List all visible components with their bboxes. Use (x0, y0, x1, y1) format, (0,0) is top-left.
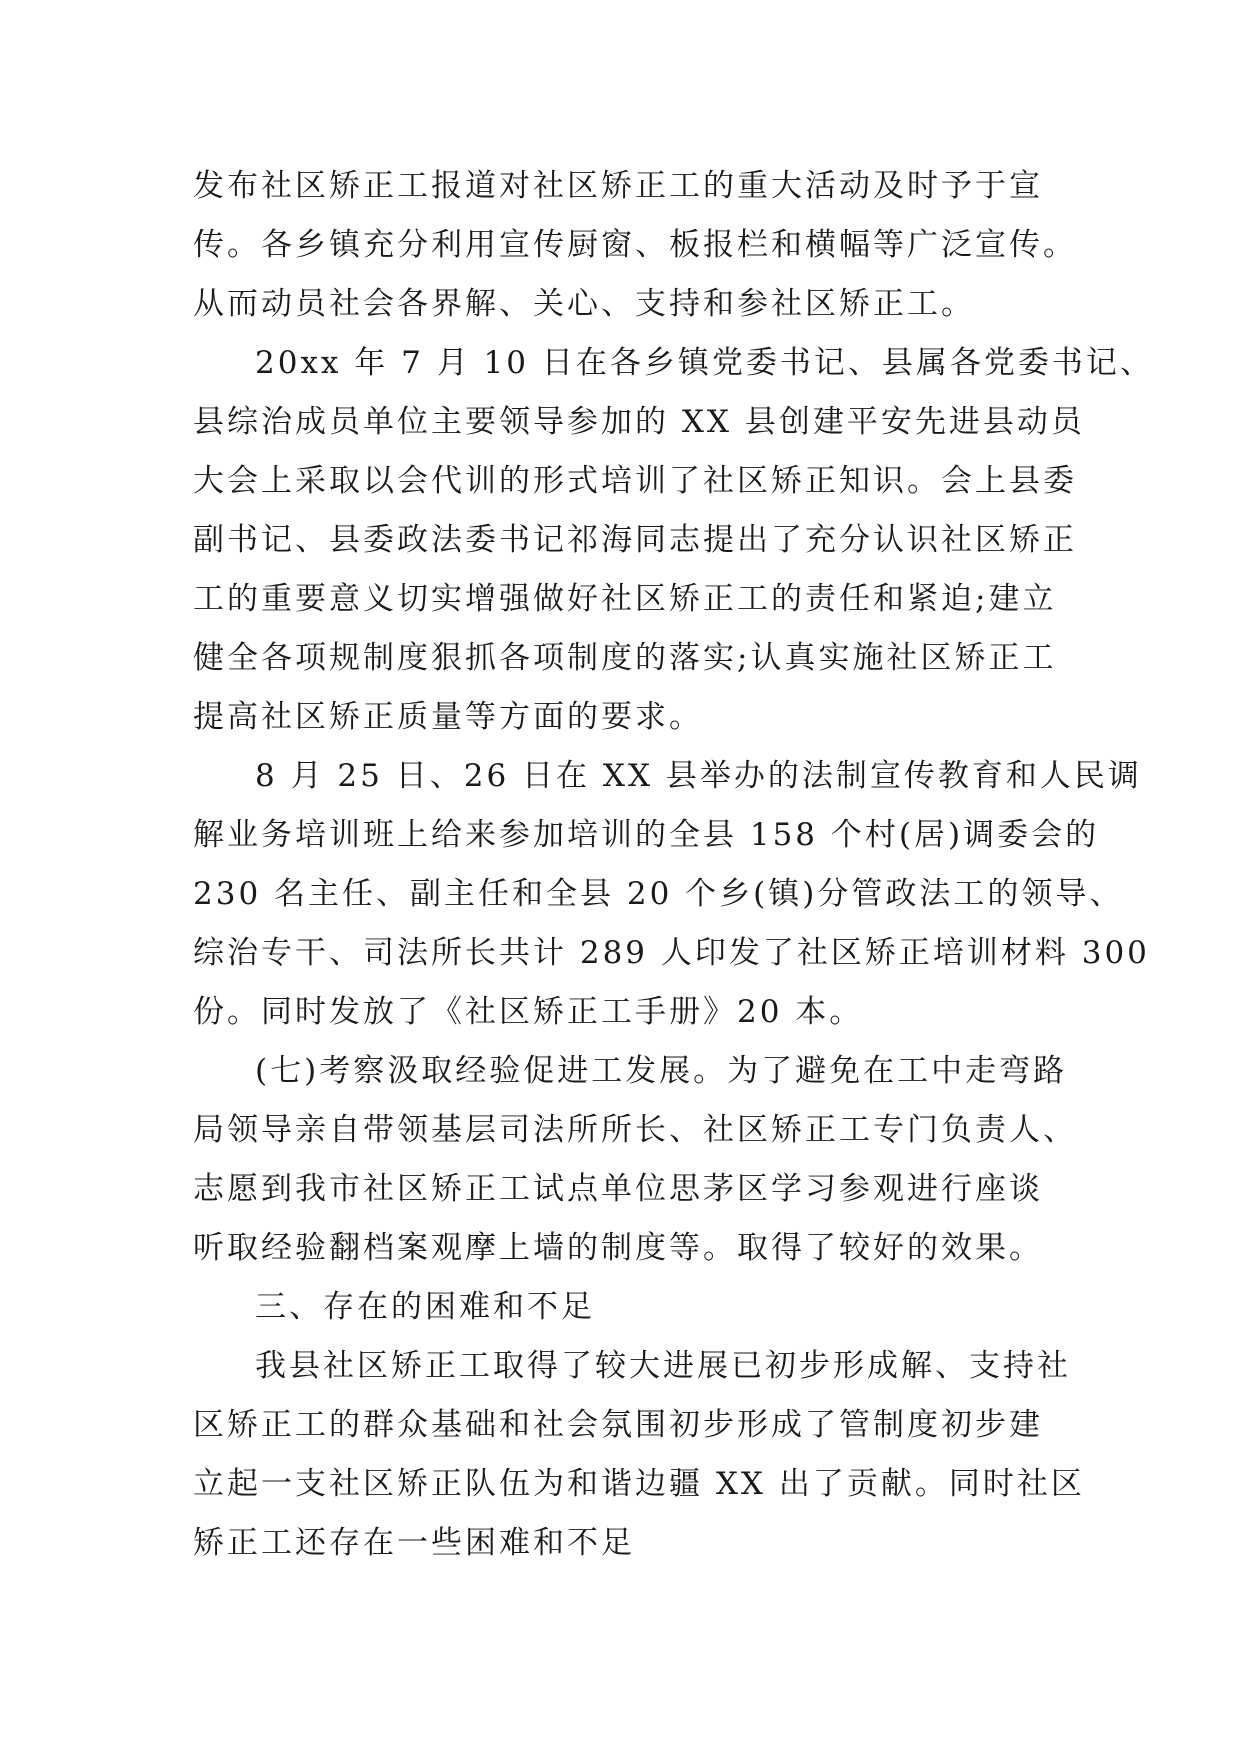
text-line: 发布社区矫正工报道对社区矫正工的重大活动及时予于宣 (193, 168, 1043, 204)
paragraph (193, 157, 1077, 334)
text-line: 县综治成员单位主要领导参加的 XX 县创建平安先进县动员 (193, 404, 1085, 440)
text-line: 矫正工还存在一些困难和不足 (193, 1525, 635, 1561)
paragraph (193, 334, 1154, 747)
text-line: 我县社区矫正工取得了较大进展已初步形成解、支持社 (255, 1348, 1071, 1384)
paragraph (193, 1042, 1077, 1278)
text-line: 从而动员社会各界解、关心、支持和参社区矫正工。 (193, 286, 975, 322)
text-line: 区矫正工的群众基础和社会氛围初步形成了管制度初步建 (193, 1407, 1043, 1443)
text-line: (七)考察汲取经验促进工发展。为了避免在工中走弯路 (255, 1053, 1068, 1089)
text-line: 立起一支社区矫正队伍为和谐边疆 XX 出了贡献。同时社区 (193, 1466, 1085, 1502)
text-line: 健全各项规制度狠抓各项制度的落实;认真实施社区矫正工 (193, 640, 1057, 676)
text-line: 三、存在的困难和不足 (255, 1289, 595, 1325)
text-line: 听取经验翻档案观摩上墙的制度等。取得了较好的效果。 (193, 1230, 1043, 1266)
text-line: 大会上采取以会代训的形式培训了社区矫正知识。会上县委 (193, 463, 1077, 499)
text-line: 8 月 25 日、26 日在 XX 县举办的法制宣传教育和人民调 (255, 758, 1142, 794)
text-line: 解业务培训班上给来参加培训的全县 158 个村(居)调委会的 (193, 817, 1100, 853)
text-line: 传。各乡镇充分利用宣传厨窗、板报栏和横幅等广泛宣传。 (193, 227, 1077, 263)
paragraph (193, 1337, 1085, 1573)
text-line: 工的重要意义切实增强做好社区矫正工的责任和紧迫;建立 (193, 581, 1057, 617)
text-line: 份。同时发放了《社区矫正工手册》20 本。 (193, 994, 864, 1030)
text-line: 20xx 年 7 月 10 日在各乡镇党委书记、县属各党委书记、 (255, 345, 1154, 381)
paragraph (193, 747, 1150, 1042)
text-line: 局领导亲自带领基层司法所所长、社区矫正工专门负责人、 (193, 1112, 1077, 1148)
paragraph (193, 1278, 1073, 1337)
text-line: 230 名主任、副主任和全县 20 个乡(镇)分管政法工的领导、 (193, 876, 1124, 912)
document-body (193, 157, 1154, 1573)
text-line: 提高社区矫正质量等方面的要求。 (193, 699, 703, 735)
text-line: 志愿到我市社区矫正工试点单位思茅区学习参观进行座谈 (193, 1171, 1043, 1207)
text-line: 副书记、县委政法委书记祁海同志提出了充分认识社区矫正 (193, 522, 1077, 558)
text-line: 综治专干、司法所长共计 289 人印发了社区矫正培训材料 300 (193, 935, 1150, 971)
